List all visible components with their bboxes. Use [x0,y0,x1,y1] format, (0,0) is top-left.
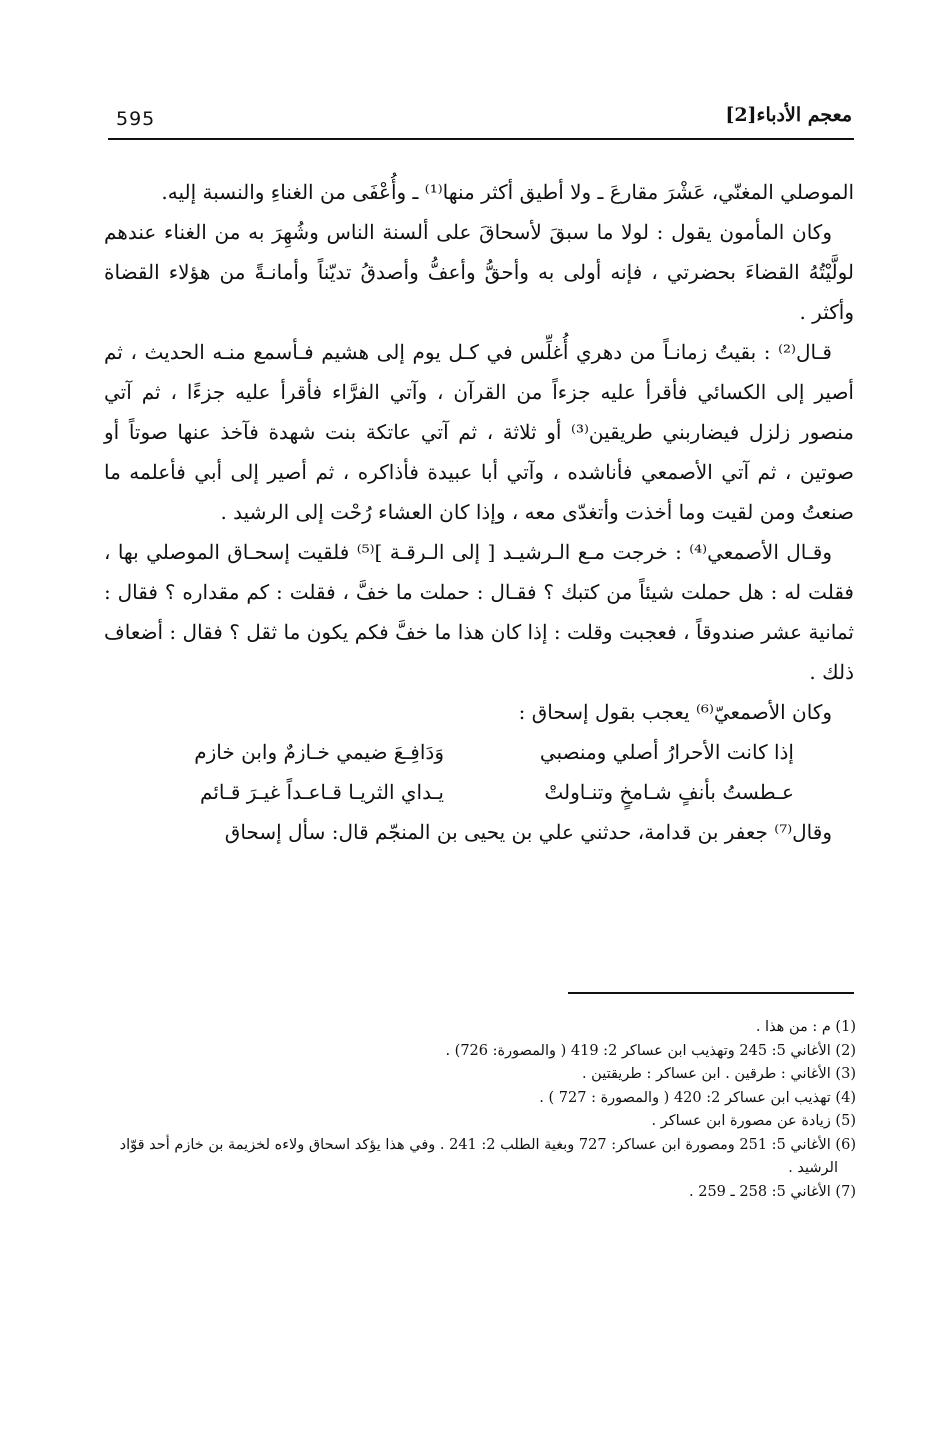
footnote-3: (3) الأغاني : طرقين . ابن عساكر : طريقتين . [581,1066,856,1082]
footnote-6: (6) الأغاني 5: 251 ومصورة ابن عساكر: 727 وبغية الطلب 2: 241 . وفي هذا يؤكد اسحاق ولاءه لخزيمة بن خازم أحد قوّاد الرشيد . [119,1136,856,1176]
footnotes [110,1016,856,1204]
paragraph-2: وكان المأمون يقول : لولا ما سبقَ لأسحاقَ على ألسنة الناس وشُهِرَ به من الغناء عندهم لولَّيْتُهُ القضاءَ بحضرتي ، فإنه أولى به وأحقُّ وأعفُّ وأصدقُ تديّناً وأمانـةً من هؤلاء القضاة وأكثر . [104,220,854,324]
footnote-4: (4) تهذيب ابن عساكر 2: 420 ( والمصورة : 727 ) . [539,1089,856,1106]
footnote-1: (1) م : من هذا . [755,1019,856,1035]
footnote-7: (7) الأغاني 5: 258 ـ 259 . [689,1183,856,1200]
paragraph-5: وكان الأصمعيّ⁽⁶⁾ يعجب بقول إسحاق : [518,700,832,724]
main-text [104,172,854,852]
paragraph-1: الموصلي المغنّي، عَشْرَ مقارعَ ـ ولا أطيق أكثر منها⁽¹⁾ ـ وأُعْفَى من الغناءِ والنسبة إليه. [161,180,854,204]
footnote-2: (2) الأغاني 5: 245 وتهذيب ابن عساكر 2: 419 ( والمصورة: 726) . [445,1042,856,1059]
paragraph-4: وقـال الأصمعي⁽⁴⁾ : خرجت مـع الـرشيـد [ إلى الـرقـة ]⁽⁵⁾ فلقيت إسحـاق الموصلي بها ، فقلت له : هل حملت شيئاً من كتبك ؟ فقـال : حملت ما خفَّ ، فقلت : كم مقداره ؟ فقال : ثمانية عشر صندوقاً ، فعجبت وقلت : إذا كان هذا ما خفَّ فكم يكون ما ثقل ؟ فقال : أضعاف ذلك . [104,540,854,684]
verse-1-second-hemistich: وَدَافِـعَ ضيمي خـازمٌ وابن خازم [194,740,444,764]
running-title: معجم الأدباء[2] [725,104,852,126]
verse-2-second-hemistich: يـداي الثريـا قـاعـداً غيـرَ قـائم [200,780,444,804]
verse-1-first-hemistich: إذا كانت الأحرارُ أصلي ومنصبي [539,740,794,764]
page-number: 595 [116,108,156,130]
verse-line-1 [104,732,854,772]
verse-2-first-hemistich: عـطستُ بأنفٍ شـامخٍ وتنـاولتْ [544,780,794,804]
footnote-rule [568,992,854,994]
footnote-5: (5) زيادة عن مصورة ابن عساكر . [651,1113,856,1129]
paragraph-3: قـال⁽²⁾ : بقيتُ زمانـاً من دهري أُغلِّس في كـل يوم إلى هشيم فـأسمع منـه الحديث ، ثم أصير إلى الكسائي فأقرأ عليه جزءاً من القرآن ، وآتي الفرَّاء فأقرأ عليه جزءًا ، ثم آتي منصور زلزل فيضاربني طريقين⁽³⁾ أو ثلاثة ، ثم آتي عاتكة بنت شهدة فآخذ عنها صوتاً أو صوتين ، ثم آتي الأصمعي فأناشده ، وآتي أبا عبيدة فأذاكره ، ثم أصير إلى أبي فأعلمه ما صنعتُ ومن لقيت وما أخذت وأتغدّى معه ، وإذا كان العشاء رُحْت إلى الرشيد . [104,340,854,524]
paragraph-6: وقال⁽⁷⁾ جعفر بن قدامة، حدثني علي بن يحيى بن المنجّم قال: سأل إسحاق [224,820,832,844]
page-header [108,100,852,134]
header-rule [108,138,854,140]
verse-line-2 [104,772,854,812]
